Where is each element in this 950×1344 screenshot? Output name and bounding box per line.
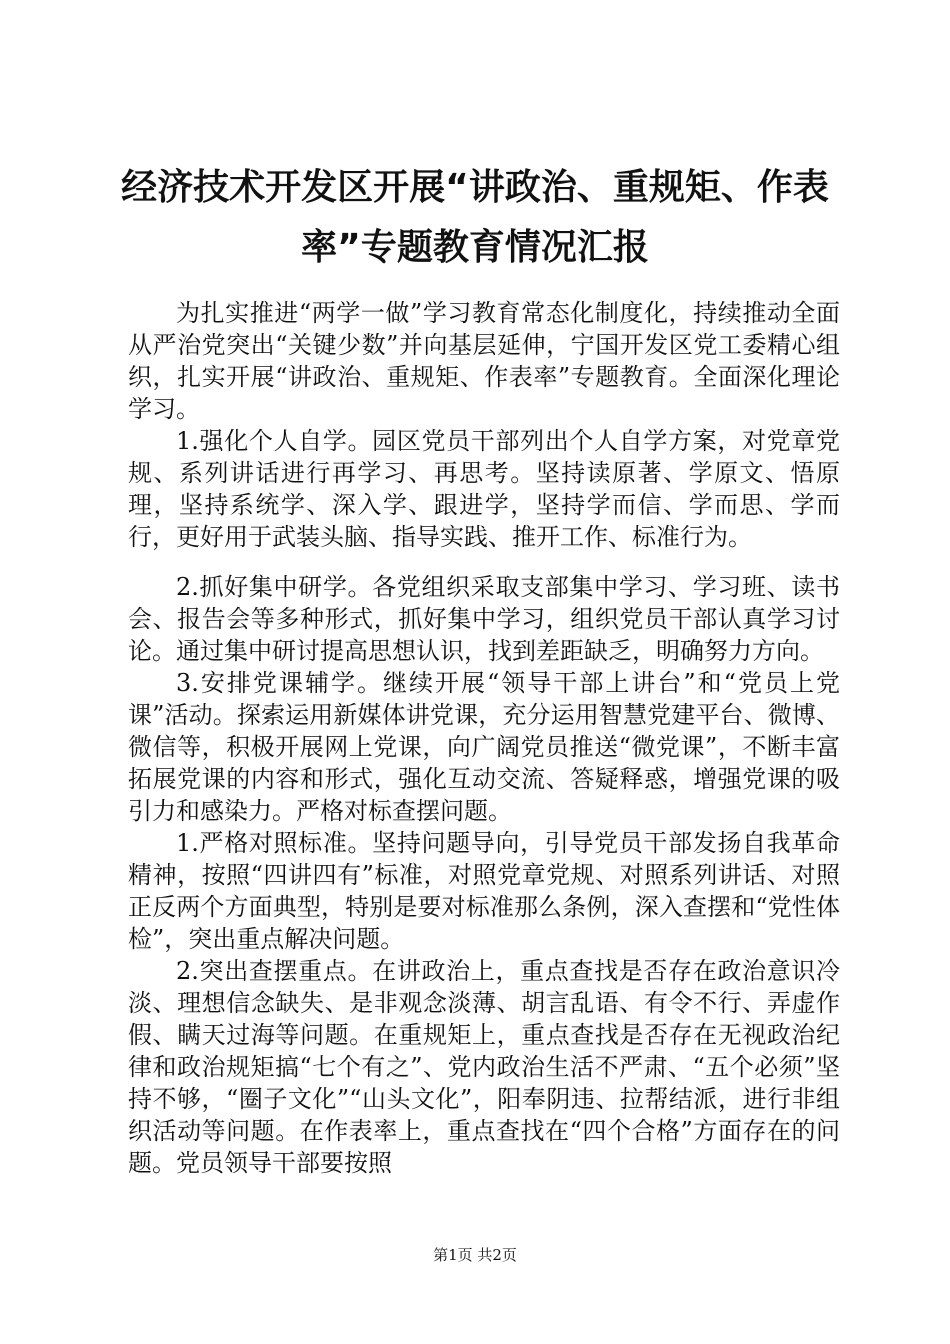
paragraph-key-issues: 2.突出查摆重点。在讲政治上，重点查找是否存在政治意识冷淡、理想信念缺失、是非观念淡薄、胡言乱语、有令不行、弄虚作假、瞒天过海等问题。在重规矩上，重点查找是否存在无视政治纪律和政治规矩搞“七个有之”、党内政治生活不严肃、“五个必须”坚持不够，“圈子文化”“山头文化”，阳奉阴违、拉帮结派，进行非组织活动等问题。在作表率上，重点查找在“四个合格”方面存在的问题。党员领导干部要按照 — [128, 957, 840, 1177]
paragraph-self-study: 1.强化个人自学。园区党员干部列出个人自学方案，对党章党规、系列讲话进行再学习、再思考。坚持读原著、学原文、悟原理，坚持系统学、深入学、跟进学，坚持学而信、学而思、学而行，更好用于武装头脑、指导实践、推开工作、标准行为。 — [128, 427, 840, 551]
document-body — [128, 297, 840, 1179]
paragraph-standards: 1.严格对照标准。坚持问题导向，引导党员干部发扬自我革命精神，按照“四讲四有”标准，对照党章党规、对照系列讲话、对照正反两个方面典型，特别是要对标准那么条例，深入查摆和“党性体检”，突出重点解决问题。 — [128, 829, 840, 953]
paragraph-party-lessons: 3.安排党课辅学。继续开展“领导干部上讲台”和“党员上党课”活动。探索运用新媒体讲党课，充分运用智慧党建平台、微博、微信等，积极开展网上党课，向广阔党员推送“微党课”，不断丰富拓展党课的内容和形式，强化互动交流、答疑释惑，增强党课的吸引力和感染力。严格对标查摆问题。 — [128, 669, 840, 825]
page-number: 第1页 共2页 — [433, 1246, 517, 1264]
document-title: 经济技术开发区开展“讲政治、重规矩、作表率”专题教育情况汇报 — [121, 167, 829, 268]
paragraph-group-study: 2.抓好集中研学。各党组织采取支部集中学习、学习班、读书会、报告会等多种形式，抓好集中学习，组织党员干部认真学习讨论。通过集中研讨提高思想认识，找到差距缺乏，明确努力方向。 — [128, 573, 840, 665]
paragraph-intro: 为扎实推进“两学一做”学习教育常态化制度化，持续推动全面从严治党突出“关键少数”并向基层延伸，宁国开发区党工委精心组织，扎实开展“讲政治、重规矩、作表率”专题教育。全面深化理论学习。 — [128, 299, 840, 423]
